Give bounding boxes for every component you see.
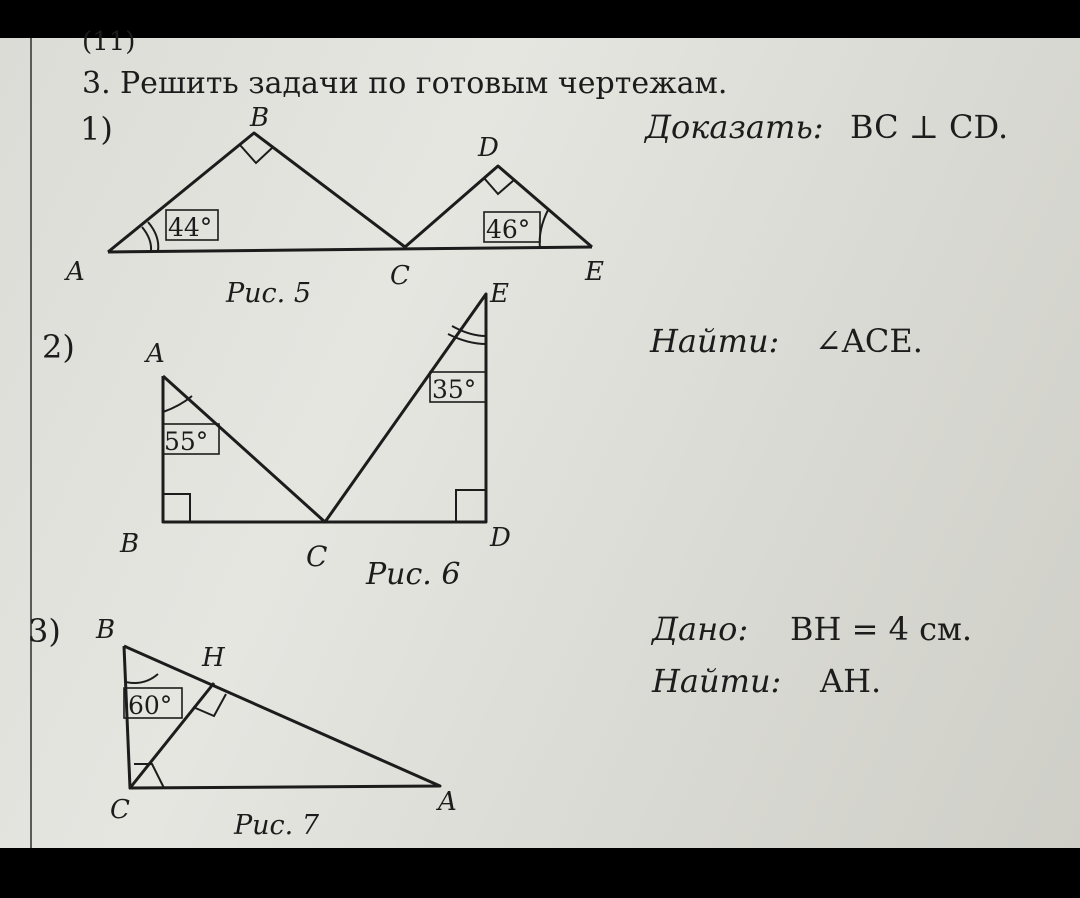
figure-7-caption: Рис. 7	[234, 810, 320, 841]
top-fragment: (11)	[82, 27, 136, 57]
problem-3-statement-value: AH.	[820, 662, 882, 700]
angle-arc-b	[126, 674, 158, 683]
problem-3-given-value: BH = 4 см.	[790, 610, 973, 648]
right-angle-b	[240, 145, 272, 163]
problem-2-index: 2)	[42, 328, 75, 366]
point-d: D	[478, 133, 499, 163]
problem-1-statement-value: BC ⊥ CD.	[850, 108, 1009, 146]
point-c: C	[390, 261, 410, 291]
angle-46: 46°	[486, 215, 531, 244]
point-a: A	[438, 787, 457, 817]
angle-arc-a-1	[148, 222, 158, 251]
angle-arc-a	[163, 396, 192, 412]
task-title: Решить задачи по готовым чертежам.	[120, 66, 728, 101]
point-b: B	[120, 529, 140, 559]
point-c: C	[110, 795, 130, 825]
point-d: D	[490, 523, 511, 553]
angle-44: 44°	[168, 213, 213, 242]
point-b: B	[250, 103, 270, 133]
point-h: H	[202, 643, 225, 673]
angle-arc-e	[540, 210, 548, 248]
problem-2-statement-label: Найти:	[650, 322, 780, 360]
angle-60: 60°	[128, 691, 173, 720]
figure-5-caption: Рис. 5	[226, 278, 312, 309]
problem-1-statement-label: Доказать:	[645, 108, 824, 146]
figure-6-outline	[163, 294, 486, 522]
figure-5	[64, 103, 604, 309]
point-a: A	[146, 339, 165, 369]
angle-55: 55°	[164, 427, 209, 456]
figure-6-caption: Рис. 6	[366, 557, 461, 592]
right-angle-d	[456, 490, 486, 522]
point-c: C	[306, 540, 328, 573]
right-angle-d	[484, 178, 514, 194]
right-angle-b	[163, 494, 190, 522]
problem-2-statement-value: ∠ACE.	[815, 322, 923, 360]
problem-1-index: 1)	[80, 110, 113, 148]
task-number: 3.	[82, 66, 111, 101]
figure-7	[95, 615, 457, 841]
angle-arc-a-2	[142, 227, 151, 251]
line-ae	[108, 247, 592, 252]
point-e: E	[585, 257, 604, 287]
problem-3-given-label: Дано:	[652, 610, 749, 648]
angle-35: 35°	[432, 375, 477, 404]
point-b: B	[96, 615, 116, 645]
triangle-abc	[108, 133, 405, 252]
point-a: A	[66, 257, 85, 287]
problem-3-statement-label: Найти:	[652, 662, 782, 700]
figure-6	[119, 279, 511, 592]
problem-3-index: 3)	[28, 612, 61, 650]
point-e: E	[490, 279, 509, 309]
